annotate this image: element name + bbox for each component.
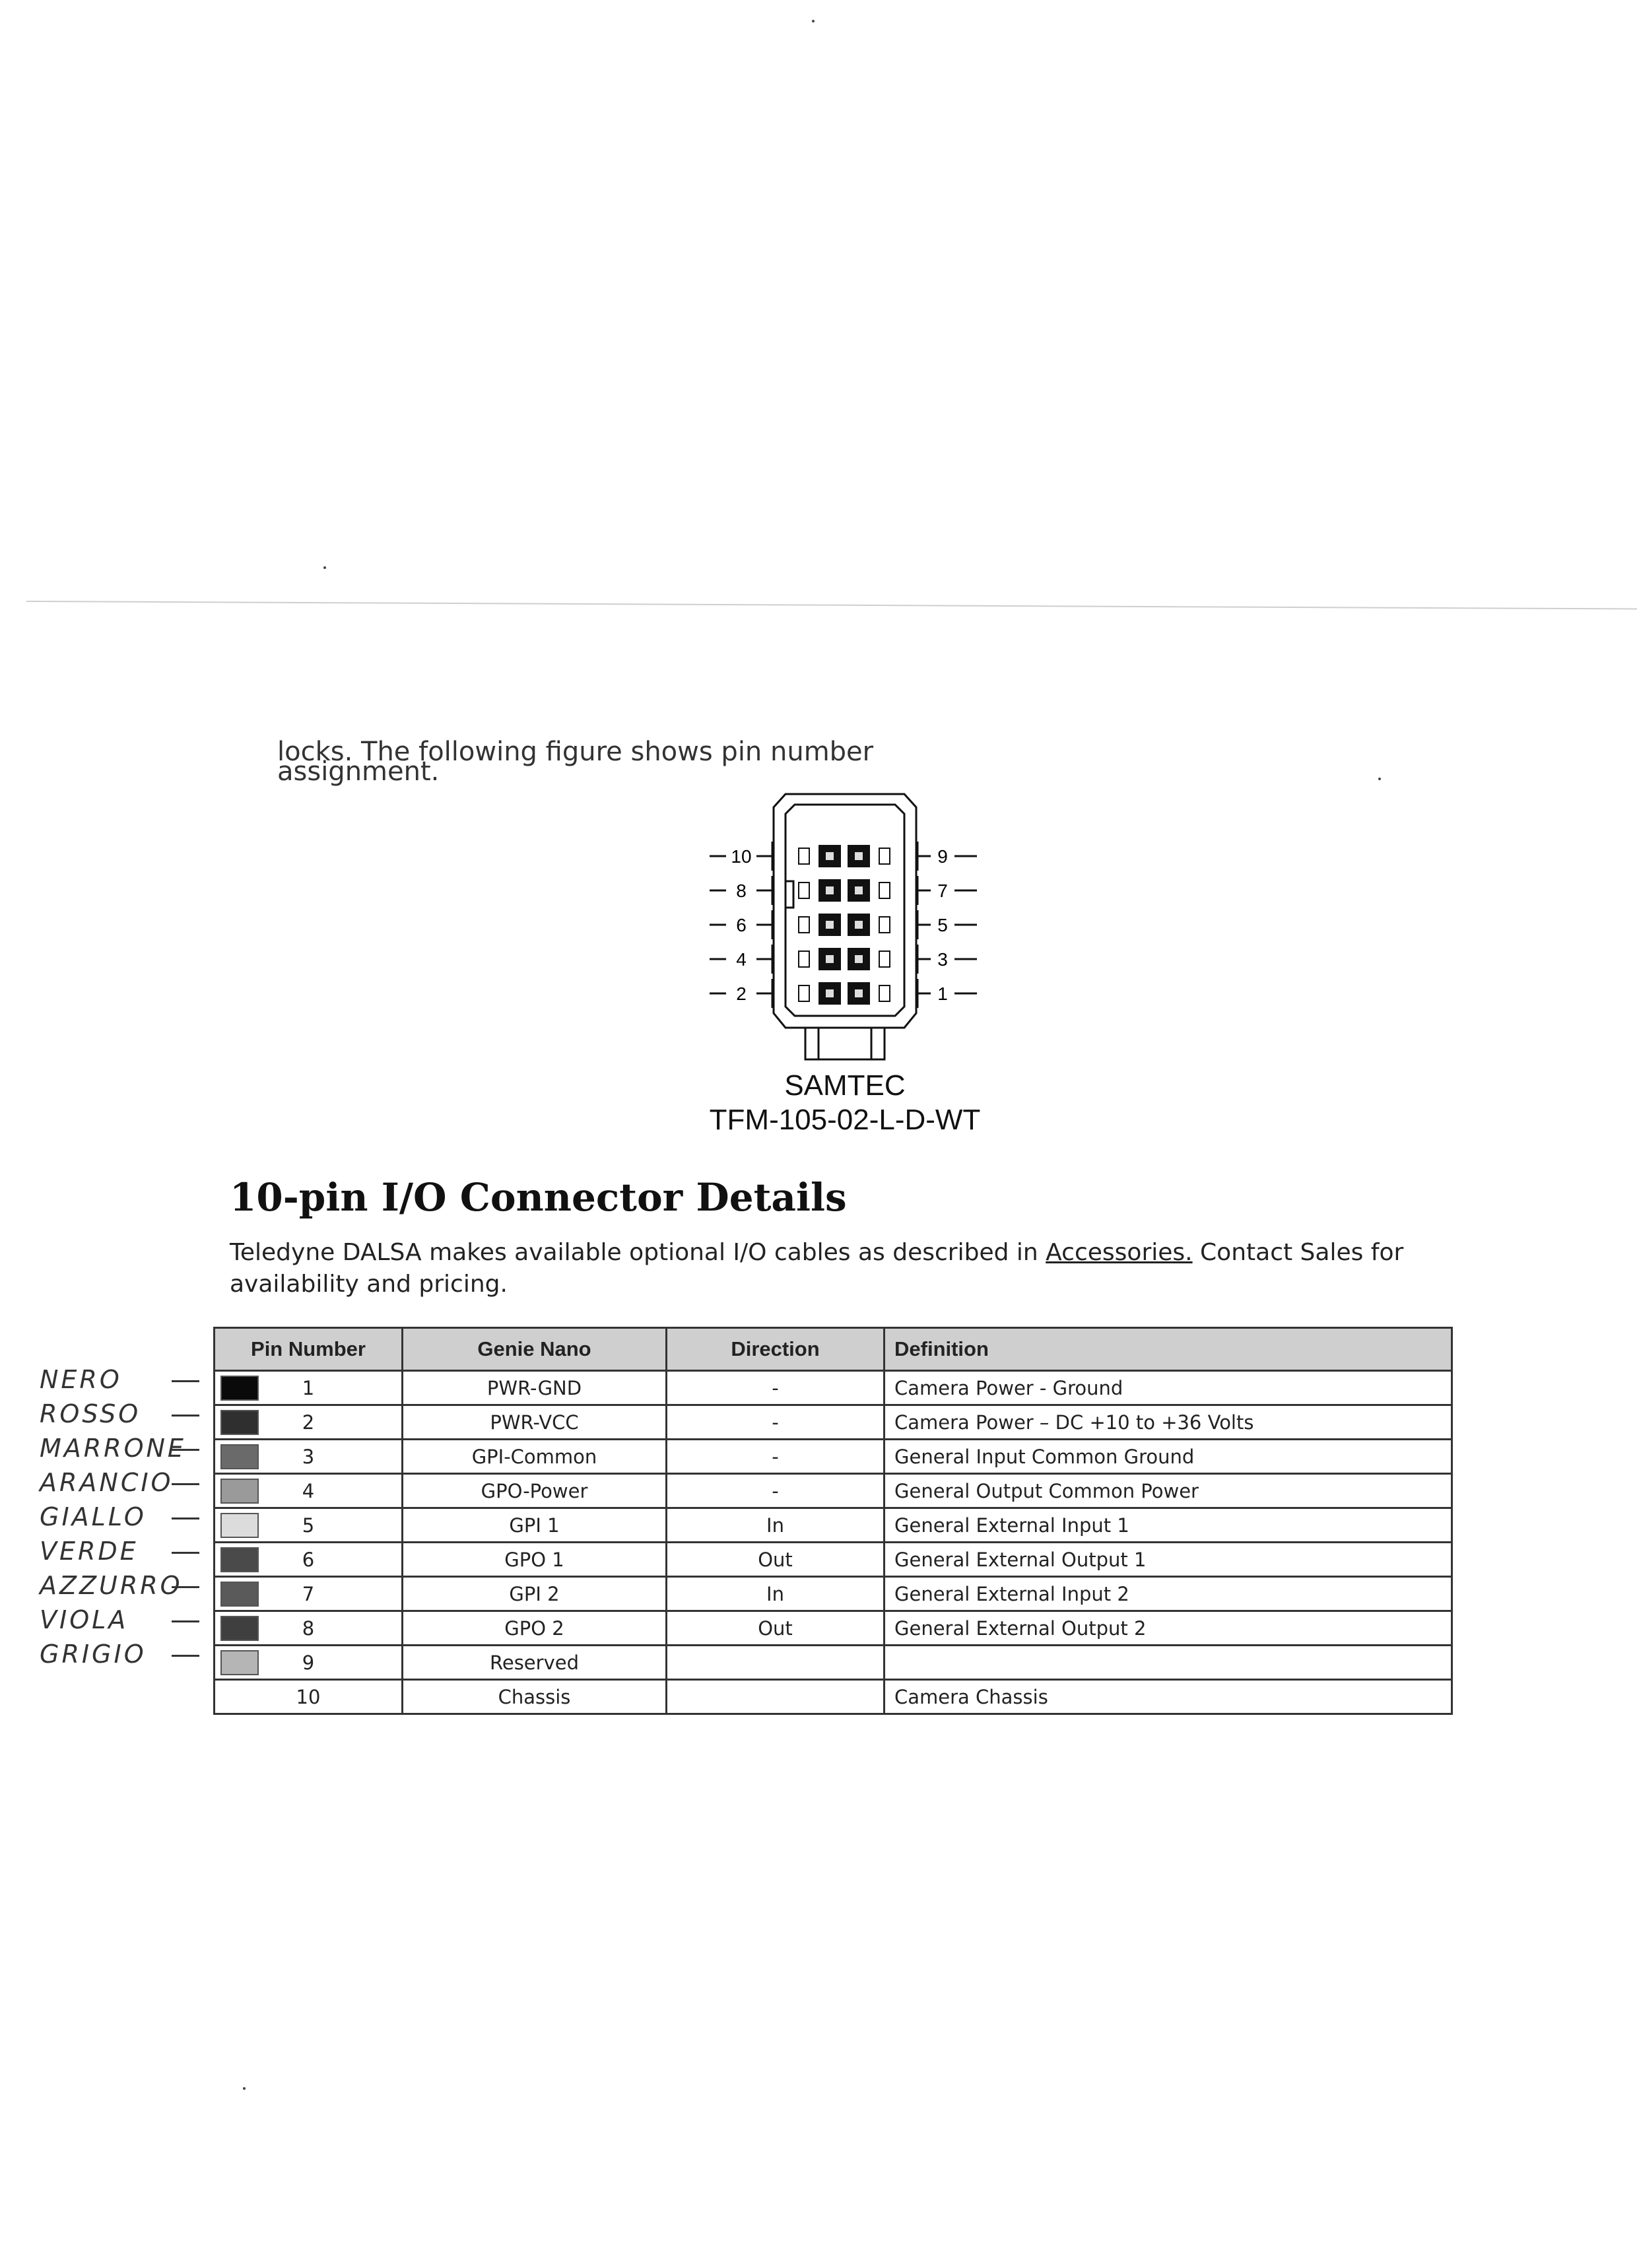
handwritten-dash — [172, 1449, 199, 1451]
scan-speck — [243, 2087, 246, 2090]
handwritten-color-label — [40, 1502, 211, 1531]
table-row — [215, 1440, 1452, 1474]
description-text-end: Contact Sales for availability and pricing. — [230, 1239, 1404, 1298]
table-row — [215, 1474, 1452, 1508]
connector-pin-contact — [826, 921, 834, 929]
left-pin-label: 2 — [736, 984, 747, 1004]
section-title: 10-pin I/O Connector Details — [230, 1175, 847, 1220]
connector-latch — [799, 848, 809, 864]
handwritten-color-text: AZZURRO — [40, 1571, 183, 1600]
pin-number-value: 7 — [302, 1582, 315, 1605]
connector-latch — [879, 985, 890, 1001]
connector-bottom-tab-inner — [818, 1028, 871, 1059]
cell-direction: In — [667, 1577, 885, 1611]
connector-manufacturer: SAMTEC — [784, 1069, 906, 1102]
right-pin-label: 5 — [937, 915, 948, 935]
connector-pin-contact — [855, 886, 863, 894]
handwritten-color-label — [40, 1605, 211, 1634]
connector-latch — [799, 985, 809, 1001]
header-pin-number: Pin Number — [215, 1328, 403, 1371]
cell-direction: - — [667, 1474, 885, 1508]
wire-color-swatch — [220, 1376, 259, 1401]
handwritten-color-label — [40, 1537, 211, 1566]
scan-speck — [323, 566, 326, 569]
handwritten-dash — [172, 1483, 199, 1485]
connector-pin-contact — [826, 886, 834, 894]
cell-genie-nano: PWR-GND — [403, 1371, 667, 1405]
handwritten-color-label — [40, 1365, 211, 1394]
cell-definition: Camera Chassis — [885, 1680, 1452, 1714]
header-genie-nano: Genie Nano — [403, 1328, 667, 1371]
handwritten-dash — [172, 1620, 199, 1622]
handwritten-color-text: GRIGIO — [40, 1640, 147, 1669]
table-row — [215, 1680, 1452, 1714]
right-pin-label: 9 — [937, 846, 948, 867]
handwritten-color-label — [40, 1399, 211, 1428]
cell-pin-number — [215, 1508, 403, 1543]
cell-pin-number — [215, 1405, 403, 1440]
left-pin-label: 8 — [736, 881, 747, 901]
scan-speck — [812, 20, 815, 22]
connector-pins — [799, 845, 890, 1005]
pin-number-value: 3 — [302, 1445, 315, 1468]
handwritten-color-label — [40, 1468, 211, 1497]
cell-pin-number — [215, 1680, 403, 1714]
handwritten-color-text: NERO — [40, 1365, 122, 1394]
accessories-link[interactable]: Accessories. — [1046, 1239, 1193, 1266]
table-row — [215, 1611, 1452, 1646]
connector-pin-contact — [855, 955, 863, 963]
connector-outer-shell — [774, 794, 916, 1028]
left-pin-label: 6 — [736, 915, 747, 935]
header-definition: Definition — [885, 1328, 1452, 1371]
cell-genie-nano: GPI 2 — [403, 1577, 667, 1611]
wire-color-swatch — [220, 1444, 259, 1469]
cell-pin-number — [215, 1474, 403, 1508]
cell-genie-nano: GPO 2 — [403, 1611, 667, 1646]
cell-pin-number — [215, 1611, 403, 1646]
table-row — [215, 1405, 1452, 1440]
connector-pin-labels — [710, 842, 977, 1008]
handwritten-dash — [172, 1415, 199, 1417]
right-pin-label: 1 — [937, 984, 948, 1004]
wire-color-swatch — [220, 1582, 259, 1607]
connector-pin-contact — [826, 852, 834, 860]
cell-definition: General External Output 2 — [885, 1611, 1452, 1646]
cell-definition: General External Output 1 — [885, 1543, 1452, 1577]
connector-diagram — [706, 789, 984, 1073]
handwritten-color-label — [40, 1640, 211, 1669]
handwritten-dash — [172, 1586, 199, 1588]
cell-pin-number — [215, 1440, 403, 1474]
pin-number-value: 9 — [302, 1651, 315, 1674]
cell-definition: General Output Common Power — [885, 1474, 1452, 1508]
cell-definition: General Input Common Ground — [885, 1440, 1452, 1474]
pin-number-value: 1 — [302, 1376, 315, 1399]
table-row — [215, 1371, 1452, 1405]
cell-direction — [667, 1680, 885, 1714]
connector-latch — [879, 917, 890, 933]
left-pin-label: 4 — [736, 949, 747, 970]
pin-number-value: 8 — [302, 1617, 315, 1640]
scan-speck — [1378, 778, 1381, 780]
connector-latch — [879, 848, 890, 864]
pin-number-value: 4 — [302, 1479, 315, 1502]
wire-color-swatch — [220, 1650, 259, 1675]
connector-key — [785, 881, 793, 908]
handwritten-dash — [172, 1518, 199, 1519]
cell-direction — [667, 1646, 885, 1680]
wire-color-swatch — [220, 1479, 259, 1504]
cell-pin-number — [215, 1646, 403, 1680]
connector-latch — [799, 917, 809, 933]
cell-direction: Out — [667, 1543, 885, 1577]
handwritten-color-text: ARANCIO — [40, 1468, 174, 1497]
cell-definition: General External Input 2 — [885, 1577, 1452, 1611]
pin-assignment-table — [213, 1327, 1453, 1715]
cell-direction: - — [667, 1405, 885, 1440]
wire-color-swatch — [220, 1547, 259, 1572]
cell-direction: - — [667, 1440, 885, 1474]
table-header-row — [215, 1328, 1452, 1371]
pin-number-value: 6 — [302, 1548, 315, 1571]
connector-bottom-tab — [805, 1028, 885, 1059]
connector-drawing — [706, 789, 984, 1073]
cell-genie-nano: GPI 1 — [403, 1508, 667, 1543]
connector-latch — [879, 883, 890, 898]
connector-pin-contact — [826, 989, 834, 997]
table-row — [215, 1508, 1452, 1543]
handwritten-color-text: GIALLO — [40, 1502, 147, 1531]
cell-definition: Camera Power – DC +10 to +36 Volts — [885, 1405, 1452, 1440]
handwritten-color-label — [40, 1434, 211, 1463]
cell-genie-nano: PWR-VCC — [403, 1405, 667, 1440]
table-row — [215, 1646, 1452, 1680]
connector-pin-contact — [855, 921, 863, 929]
pin-number-value: 5 — [302, 1514, 315, 1537]
handwritten-color-text: MARRONE — [40, 1434, 186, 1463]
description-text: Teledyne DALSA makes available optional I/O cables as described in — [230, 1239, 1046, 1266]
cell-genie-nano: Chassis — [403, 1680, 667, 1714]
connector-latch — [879, 951, 890, 967]
cell-genie-nano: GPO 1 — [403, 1543, 667, 1577]
cell-genie-nano: Reserved — [403, 1646, 667, 1680]
handwritten-color-text: ROSSO — [40, 1399, 141, 1428]
left-pin-label: 10 — [731, 846, 752, 867]
right-pin-label: 7 — [937, 881, 948, 901]
handwritten-color-text: VIOLA — [40, 1605, 129, 1634]
cut-off-text-line: locks. The following figure shows pin number assignment. — [277, 737, 874, 787]
connector-pin-contact — [855, 852, 863, 860]
handwritten-dash — [172, 1655, 199, 1657]
cell-direction: In — [667, 1508, 885, 1543]
connector-pin-contact — [826, 955, 834, 963]
handwritten-dash — [172, 1380, 199, 1382]
cell-genie-nano: GPI-Common — [403, 1440, 667, 1474]
handwritten-color-label — [40, 1571, 211, 1600]
header-direction: Direction — [667, 1328, 885, 1371]
right-pin-label: 3 — [937, 949, 948, 970]
connector-latch — [799, 883, 809, 898]
handwritten-dash — [172, 1552, 199, 1554]
connector-part-number: TFM-105-02-L-D-WT — [709, 1104, 981, 1136]
cell-pin-number — [215, 1371, 403, 1405]
cell-genie-nano: GPO-Power — [403, 1474, 667, 1508]
connector-inner-shell — [785, 805, 904, 1016]
wire-color-swatch — [220, 1410, 259, 1435]
pin-number-value: 2 — [302, 1411, 315, 1434]
cell-direction: - — [667, 1371, 885, 1405]
cell-definition — [885, 1646, 1452, 1680]
handwritten-color-text: VERDE — [40, 1537, 139, 1566]
cell-direction: Out — [667, 1611, 885, 1646]
connector-latch — [799, 951, 809, 967]
wire-color-swatch — [220, 1616, 259, 1641]
cell-definition: Camera Power - Ground — [885, 1371, 1452, 1405]
cell-pin-number — [215, 1577, 403, 1611]
connector-pin-contact — [855, 989, 863, 997]
cell-pin-number — [215, 1543, 403, 1577]
table-row — [215, 1577, 1452, 1611]
pin-number-value: 10 — [296, 1685, 321, 1708]
cell-definition: General External Input 1 — [885, 1508, 1452, 1543]
table-row — [215, 1543, 1452, 1577]
wire-color-swatch — [220, 1513, 259, 1538]
scan-fold-line — [26, 601, 1637, 609]
section-description — [230, 1237, 1457, 1300]
